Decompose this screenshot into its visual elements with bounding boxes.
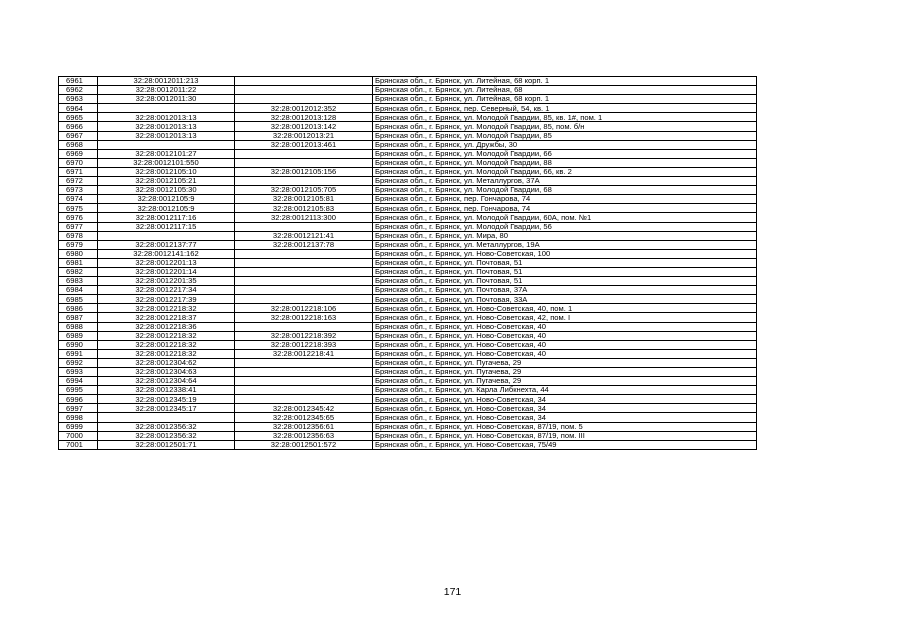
land-plot-number-cell: 32:28:0012105:9 — [98, 204, 235, 213]
table-row — [59, 167, 757, 176]
address-cell: Брянская обл., г. Брянск, ул. Металлургов, 19А — [373, 240, 757, 249]
table-row — [59, 240, 757, 249]
land-plot-number-cell: 32:28:0012356:32 — [98, 422, 235, 431]
land-plot-number-cell: 32:28:0012217:39 — [98, 295, 235, 304]
row-number-cell: 6993 — [59, 368, 98, 377]
address-cell: Брянская обл., г. Брянск, ул. Почтовая, 51 — [373, 277, 757, 286]
land-plot-number-cell: 32:28:0012304:63 — [98, 368, 235, 377]
building-number-cell: 32:28:0012345:65 — [235, 413, 373, 422]
building-number-cell — [235, 322, 373, 331]
row-number-cell: 6972 — [59, 177, 98, 186]
row-number-cell: 6982 — [59, 267, 98, 276]
land-plot-number-cell: 32:28:0012101:27 — [98, 149, 235, 158]
land-plot-number-cell: 32:28:0012013:13 — [98, 122, 235, 131]
row-number-cell: 6988 — [59, 322, 98, 331]
building-number-cell — [235, 158, 373, 167]
address-cell: Брянская обл., г. Брянск, пер. Гончарова, 74 — [373, 195, 757, 204]
address-cell: Брянская обл., г. Брянск, ул. Литейная, 68 корп. 1 — [373, 95, 757, 104]
table-row — [59, 340, 757, 349]
building-number-cell — [235, 258, 373, 267]
table-row — [59, 113, 757, 122]
land-plot-number-cell: 32:28:0012011:22 — [98, 86, 235, 95]
building-number-cell — [235, 267, 373, 276]
building-number-cell — [235, 286, 373, 295]
row-number-cell: 6979 — [59, 240, 98, 249]
land-plot-number-cell: 32:28:0012011:213 — [98, 77, 235, 86]
address-cell: Брянская обл., г. Брянск, ул. Молодой Гвардии, 88 — [373, 158, 757, 167]
address-cell: Брянская обл., г. Брянск, ул. Ново-Советская, 40 — [373, 340, 757, 349]
row-number-cell: 6985 — [59, 295, 98, 304]
land-plot-number-cell — [98, 413, 235, 422]
land-plot-number-cell — [98, 140, 235, 149]
row-number-cell: 6968 — [59, 140, 98, 149]
table-row — [59, 267, 757, 276]
row-number-cell: 6983 — [59, 277, 98, 286]
table-row — [59, 86, 757, 95]
land-plot-number-cell: 32:28:0012105:10 — [98, 167, 235, 176]
address-cell: Брянская обл., г. Брянск, ул. Почтовая, 33А — [373, 295, 757, 304]
table-row — [59, 322, 757, 331]
building-number-cell: 32:28:0012013:461 — [235, 140, 373, 149]
land-plot-number-cell — [98, 231, 235, 240]
address-cell: Брянская обл., г. Брянск, ул. Дружбы, 30 — [373, 140, 757, 149]
row-number-cell: 6995 — [59, 386, 98, 395]
row-number-cell: 6999 — [59, 422, 98, 431]
land-plot-number-cell: 32:28:0012117:16 — [98, 213, 235, 222]
table-row — [59, 213, 757, 222]
building-number-cell: 32:28:0012113:300 — [235, 213, 373, 222]
building-number-cell: 32:28:0012218:41 — [235, 349, 373, 358]
building-number-cell — [235, 149, 373, 158]
building-number-cell: 32:28:0012013:142 — [235, 122, 373, 131]
row-number-cell: 6998 — [59, 413, 98, 422]
building-number-cell — [235, 222, 373, 231]
building-number-cell: 32:28:0012218:393 — [235, 340, 373, 349]
land-plot-number-cell: 32:28:0012101:550 — [98, 158, 235, 167]
address-cell: Брянская обл., г. Брянск, ул. Пугачева, 29 — [373, 358, 757, 367]
table-row — [59, 386, 757, 395]
table-row — [59, 204, 757, 213]
building-number-cell — [235, 395, 373, 404]
table-row — [59, 395, 757, 404]
table-row — [59, 313, 757, 322]
table-row — [59, 349, 757, 358]
cadastral-table — [58, 76, 757, 450]
land-plot-number-cell: 32:28:0012501:71 — [98, 440, 235, 449]
building-number-cell — [235, 77, 373, 86]
table-row — [59, 222, 757, 231]
address-cell: Брянская обл., г. Брянск, ул. Ново-Советская, 34 — [373, 404, 757, 413]
building-number-cell: 32:28:0012345:42 — [235, 404, 373, 413]
land-plot-number-cell: 32:28:0012011:30 — [98, 95, 235, 104]
land-plot-number-cell: 32:28:0012218:36 — [98, 322, 235, 331]
row-number-cell: 6977 — [59, 222, 98, 231]
address-cell: Брянская обл., г. Брянск, ул. Почтовая, 51 — [373, 267, 757, 276]
address-cell: Брянская обл., г. Брянск, ул. Молодой Гвардии, 85, кв. 1#, пом. 1 — [373, 113, 757, 122]
row-number-cell: 7001 — [59, 440, 98, 449]
address-cell: Брянская обл., г. Брянск, ул. Литейная, 68 корп. 1 — [373, 77, 757, 86]
building-number-cell: 32:28:0012356:61 — [235, 422, 373, 431]
row-number-cell: 6965 — [59, 113, 98, 122]
address-cell: Брянская обл., г. Брянск, ул. Ново-Советская, 40 — [373, 331, 757, 340]
building-number-cell: 32:28:0012012:352 — [235, 104, 373, 113]
building-number-cell: 32:28:0012013:21 — [235, 131, 373, 140]
row-number-cell: 6989 — [59, 331, 98, 340]
row-number-cell: 6974 — [59, 195, 98, 204]
table-row — [59, 286, 757, 295]
row-number-cell: 6994 — [59, 377, 98, 386]
address-cell: Брянская обл., г. Брянск, пер. Северный, 54, кв. 1 — [373, 104, 757, 113]
address-cell: Брянская обл., г. Брянск, ул. Молодой Гвардии, 56 — [373, 222, 757, 231]
building-number-cell: 32:28:0012356:63 — [235, 431, 373, 440]
address-cell: Брянская обл., г. Брянск, ул. Ново-Советская, 100 — [373, 249, 757, 258]
row-number-cell: 6990 — [59, 340, 98, 349]
table-row — [59, 422, 757, 431]
row-number-cell: 6971 — [59, 167, 98, 176]
row-number-cell: 6964 — [59, 104, 98, 113]
table-body — [59, 77, 757, 450]
building-number-cell: 32:28:0012218:163 — [235, 313, 373, 322]
row-number-cell: 6976 — [59, 213, 98, 222]
row-number-cell: 6980 — [59, 249, 98, 258]
address-cell: Брянская обл., г. Брянск, ул. Ново-Советская, 87/19, пом. III — [373, 431, 757, 440]
table-row — [59, 440, 757, 449]
building-number-cell: 32:28:0012105:156 — [235, 167, 373, 176]
address-cell: Брянская обл., г. Брянск, ул. Металлургов, 37А — [373, 177, 757, 186]
address-cell: Брянская обл., г. Брянск, ул. Ново-Советская, 34 — [373, 395, 757, 404]
table-row — [59, 404, 757, 413]
land-plot-number-cell: 32:28:0012141:162 — [98, 249, 235, 258]
land-plot-number-cell: 32:28:0012105:21 — [98, 177, 235, 186]
land-plot-number-cell: 32:28:0012218:37 — [98, 313, 235, 322]
row-number-cell: 6973 — [59, 186, 98, 195]
table-row — [59, 295, 757, 304]
building-number-cell: 32:28:0012121:41 — [235, 231, 373, 240]
land-plot-number-cell: 32:28:0012201:35 — [98, 277, 235, 286]
row-number-cell: 6991 — [59, 349, 98, 358]
address-cell: Брянская обл., г. Брянск, ул. Молодой Гвардии, 85 — [373, 131, 757, 140]
building-number-cell — [235, 368, 373, 377]
address-cell: Брянская обл., г. Брянск, ул. Пугачева, 29 — [373, 377, 757, 386]
land-plot-number-cell: 32:28:0012201:14 — [98, 267, 235, 276]
address-cell: Брянская обл., г. Брянск, ул. Ново-Советская, 75/49 — [373, 440, 757, 449]
table-row — [59, 131, 757, 140]
row-number-cell: 6963 — [59, 95, 98, 104]
row-number-cell: 6996 — [59, 395, 98, 404]
row-number-cell: 6986 — [59, 304, 98, 313]
row-number-cell: 6992 — [59, 358, 98, 367]
land-plot-number-cell: 32:28:0012137:77 — [98, 240, 235, 249]
table-row — [59, 331, 757, 340]
table-row — [59, 304, 757, 313]
land-plot-number-cell: 32:28:0012218:32 — [98, 331, 235, 340]
table-row — [59, 249, 757, 258]
land-plot-number-cell: 32:28:0012117:15 — [98, 222, 235, 231]
building-number-cell: 32:28:0012218:106 — [235, 304, 373, 313]
row-number-cell: 6966 — [59, 122, 98, 131]
row-number-cell: 6984 — [59, 286, 98, 295]
land-plot-number-cell: 32:28:0012201:13 — [98, 258, 235, 267]
address-cell: Брянская обл., г. Брянск, ул. Ново-Советская, 34 — [373, 413, 757, 422]
building-number-cell — [235, 295, 373, 304]
address-cell: Брянская обл., г. Брянск, ул. Молодой Гвардии, 68 — [373, 186, 757, 195]
table-row — [59, 140, 757, 149]
land-plot-number-cell: 32:28:0012304:62 — [98, 358, 235, 367]
land-plot-number-cell: 32:28:0012218:32 — [98, 349, 235, 358]
table-row — [59, 368, 757, 377]
land-plot-number-cell: 32:28:0012217:34 — [98, 286, 235, 295]
building-number-cell: 32:28:0012013:128 — [235, 113, 373, 122]
row-number-cell: 6987 — [59, 313, 98, 322]
building-number-cell: 32:28:0012137:78 — [235, 240, 373, 249]
address-cell: Брянская обл., г. Брянск, пер. Гончарова, 74 — [373, 204, 757, 213]
table-row — [59, 77, 757, 86]
address-cell: Брянская обл., г. Брянск, ул. Карла Либкнехта, 44 — [373, 386, 757, 395]
address-cell: Брянская обл., г. Брянск, ул. Литейная, 68 — [373, 86, 757, 95]
building-number-cell: 32:28:0012105:81 — [235, 195, 373, 204]
building-number-cell — [235, 95, 373, 104]
address-cell: Брянская обл., г. Брянск, ул. Ново-Советская, 40 — [373, 322, 757, 331]
address-cell: Брянская обл., г. Брянск, ул. Молодой Гвардии, 60А, пом. №1 — [373, 213, 757, 222]
building-number-cell: 32:28:0012501:572 — [235, 440, 373, 449]
row-number-cell: 6978 — [59, 231, 98, 240]
address-cell: Брянская обл., г. Брянск, ул. Мира, 80 — [373, 231, 757, 240]
building-number-cell — [235, 277, 373, 286]
address-cell: Брянская обл., г. Брянск, ул. Пугачева, 29 — [373, 368, 757, 377]
address-cell: Брянская обл., г. Брянск, ул. Ново-Советская, 42, пом. I — [373, 313, 757, 322]
row-number-cell: 6961 — [59, 77, 98, 86]
building-number-cell: 32:28:0012105:83 — [235, 204, 373, 213]
building-number-cell — [235, 358, 373, 367]
building-number-cell: 32:28:0012105:705 — [235, 186, 373, 195]
row-number-cell: 6969 — [59, 149, 98, 158]
address-cell: Брянская обл., г. Брянск, ул. Почтовая, 51 — [373, 258, 757, 267]
table-row — [59, 149, 757, 158]
land-plot-number-cell: 32:28:0012356:32 — [98, 431, 235, 440]
table-row — [59, 122, 757, 131]
table-row — [59, 431, 757, 440]
address-cell: Брянская обл., г. Брянск, ул. Ново-Советская, 87/19, пом. 5 — [373, 422, 757, 431]
land-plot-number-cell: 32:28:0012105:9 — [98, 195, 235, 204]
building-number-cell — [235, 86, 373, 95]
table-row — [59, 95, 757, 104]
building-number-cell — [235, 377, 373, 386]
table-row — [59, 413, 757, 422]
table-row — [59, 277, 757, 286]
address-cell: Брянская обл., г. Брянск, ул. Почтовая, 37А — [373, 286, 757, 295]
page-number: 171 — [443, 586, 462, 598]
address-cell: Брянская обл., г. Брянск, ул. Молодой Гвардии, 66 — [373, 149, 757, 158]
land-plot-number-cell: 32:28:0012218:32 — [98, 304, 235, 313]
row-number-cell: 7000 — [59, 431, 98, 440]
land-plot-number-cell: 32:28:0012345:19 — [98, 395, 235, 404]
building-number-cell — [235, 249, 373, 258]
table-row — [59, 186, 757, 195]
land-plot-number-cell: 32:28:0012013:13 — [98, 131, 235, 140]
address-cell: Брянская обл., г. Брянск, ул. Молодой Гвардии, 66, кв. 2 — [373, 167, 757, 176]
address-cell: Брянская обл., г. Брянск, ул. Молодой Гвардии, 85, пом. б/н — [373, 122, 757, 131]
table-row — [59, 177, 757, 186]
row-number-cell: 6970 — [59, 158, 98, 167]
table-row — [59, 358, 757, 367]
row-number-cell: 6981 — [59, 258, 98, 267]
land-plot-number-cell: 32:28:0012218:32 — [98, 340, 235, 349]
address-cell: Брянская обл., г. Брянск, ул. Ново-Советская, 40 — [373, 349, 757, 358]
building-number-cell: 32:28:0012218:392 — [235, 331, 373, 340]
building-number-cell — [235, 386, 373, 395]
land-plot-number-cell: 32:28:0012013:13 — [98, 113, 235, 122]
land-plot-number-cell: 32:28:0012304:64 — [98, 377, 235, 386]
land-plot-number-cell: 32:28:0012345:17 — [98, 404, 235, 413]
row-number-cell: 6962 — [59, 86, 98, 95]
row-number-cell: 6975 — [59, 204, 98, 213]
table-row — [59, 231, 757, 240]
land-plot-number-cell: 32:28:0012338:41 — [98, 386, 235, 395]
table-row — [59, 195, 757, 204]
land-plot-number-cell — [98, 104, 235, 113]
address-cell: Брянская обл., г. Брянск, ул. Ново-Советская, 40, пом. 1 — [373, 304, 757, 313]
table-row — [59, 158, 757, 167]
land-plot-number-cell: 32:28:0012105:30 — [98, 186, 235, 195]
table-row — [59, 258, 757, 267]
row-number-cell: 6967 — [59, 131, 98, 140]
building-number-cell — [235, 177, 373, 186]
table-row — [59, 104, 757, 113]
row-number-cell: 6997 — [59, 404, 98, 413]
table-row — [59, 377, 757, 386]
